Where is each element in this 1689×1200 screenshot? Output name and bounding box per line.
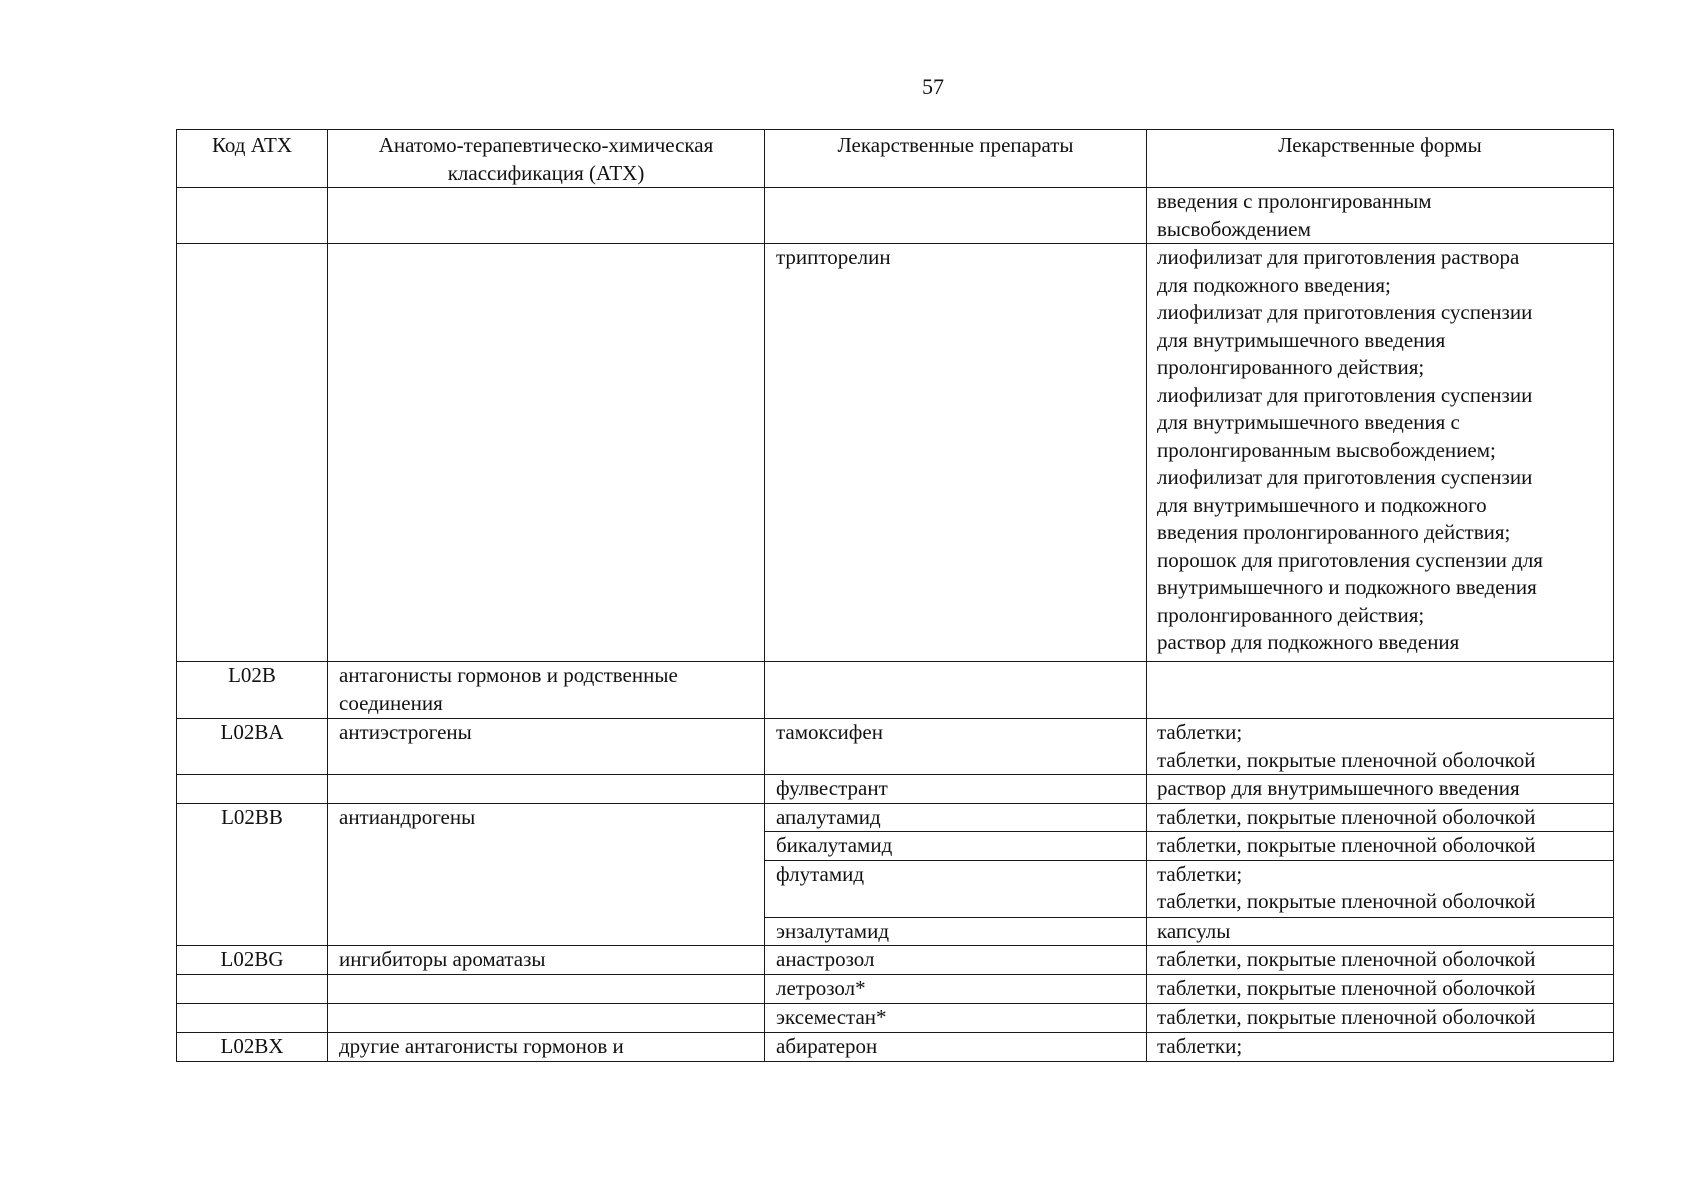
table-row: [177, 946, 1614, 975]
atx-code-cell: [177, 975, 328, 1004]
table-row: [177, 188, 1614, 244]
dosage-form-cell: [1147, 917, 1614, 946]
atx-code-cell: [177, 775, 328, 804]
classification-cell: ингибиторы ароматазы: [328, 946, 765, 975]
classification-cell: [328, 1004, 765, 1033]
atx-code-cell: [177, 244, 328, 662]
dosage-form-line: введения с пролонгированным: [1157, 189, 1432, 213]
dosage-form-line: таблетки;: [1157, 861, 1243, 886]
dosage-form-line: введения пролонгированного действия;: [1157, 520, 1511, 544]
dosage-form-cell: [1147, 244, 1614, 662]
dosage-form-line: внутримышечного и подкожного введения: [1157, 575, 1537, 599]
atx-code-cell: [177, 1004, 328, 1033]
classification-cell: антиандрогены: [328, 803, 765, 946]
table-row: [177, 1004, 1614, 1033]
atx-code-cell: [177, 188, 328, 244]
dosage-form-line: таблетки, покрытые пленочной оболочкой: [1157, 947, 1536, 971]
drug-cell: фулвестрант: [765, 775, 1147, 804]
table-row: [177, 244, 1614, 662]
dosage-form-cell: [1147, 1004, 1614, 1033]
dosage-form-line: лиофилизат для приготовления раствора: [1157, 245, 1520, 269]
dosage-form-cell: [1147, 975, 1614, 1004]
atx-code-cell: L02BA: [177, 719, 328, 775]
dosage-form-line: лиофилизат для приготовления суспензии: [1157, 300, 1533, 324]
dosage-form-line: для внутримышечного введения: [1157, 327, 1446, 352]
dosage-form-cell: [1147, 1032, 1614, 1061]
drug-cell: эксеместан*: [765, 1004, 1147, 1033]
classification-cell: [328, 188, 765, 244]
atx-code-cell: L02BG: [177, 946, 328, 975]
dosage-form-cell: [1147, 719, 1614, 775]
table-header-row: [177, 130, 1614, 188]
header-atx-classification: Анатомо-терапевтическо-химическая классификация (АТХ): [328, 130, 765, 188]
drug-cell: [765, 662, 1147, 719]
classification-cell: [328, 775, 765, 804]
classification-cell: антагонисты гормонов и родственные соединения: [328, 662, 765, 719]
drug-cell: анастрозол: [765, 946, 1147, 975]
drug-cell: летрозол*: [765, 975, 1147, 1004]
atx-medicines-table: [176, 129, 1614, 1062]
dosage-form-cell: [1147, 188, 1614, 244]
dosage-form-line: таблетки;: [1157, 720, 1243, 744]
atx-code-cell: L02BX: [177, 1032, 328, 1061]
drug-cell: тамоксифен: [765, 719, 1147, 775]
drug-cell: трипторелин: [765, 244, 1147, 662]
dosage-form-cell: [1147, 775, 1614, 804]
drug-cell: энзалутамид: [765, 917, 1147, 946]
dosage-form-line: порошок для приготовления суспензии для: [1157, 547, 1543, 572]
dosage-form-line: таблетки, покрытые пленочной оболочкой: [1157, 976, 1536, 1000]
dosage-form-line: пролонгированного действия;: [1157, 602, 1425, 627]
dosage-form-line: лиофилизат для приготовления суспензии: [1157, 382, 1533, 407]
dosage-form-line: пролонгированным высвобождением;: [1157, 437, 1496, 462]
drug-cell: бикалутамид: [765, 832, 1147, 861]
table-row: [177, 975, 1614, 1004]
table-row: [177, 775, 1614, 804]
table-row: [177, 1032, 1614, 1061]
table-row: [177, 662, 1614, 719]
dosage-form-line: высвобождением: [1157, 216, 1311, 241]
dosage-form-line: таблетки, покрытые пленочной оболочкой: [1157, 747, 1536, 772]
dosage-form-line: раствор для внутримышечного введения: [1157, 776, 1520, 800]
dosage-form-line: таблетки, покрытые пленочной оболочкой: [1157, 1005, 1536, 1029]
classification-cell: [328, 975, 765, 1004]
dosage-form-cell: [1147, 946, 1614, 975]
header-atx-code: Код АТХ: [177, 130, 328, 188]
header-medicines: Лекарственные препараты: [765, 130, 1147, 188]
dosage-form-cell: [1147, 662, 1614, 719]
dosage-form-cell: [1147, 832, 1614, 861]
table-row: [177, 803, 1614, 832]
dosage-form-line: капсулы: [1157, 918, 1231, 943]
dosage-form-line: таблетки, покрытые пленочной оболочкой: [1157, 804, 1536, 829]
drug-cell: абиратерон: [765, 1032, 1147, 1061]
dosage-form-cell: [1147, 803, 1614, 832]
dosage-form-line: для внутримышечного введения с: [1157, 410, 1460, 434]
page-number: 57: [922, 74, 944, 99]
dosage-form-line: для подкожного введения;: [1157, 272, 1391, 297]
atx-code-cell: L02B: [177, 662, 328, 719]
dosage-form-cell: [1147, 860, 1614, 917]
dosage-form-line: для внутримышечного и подкожного: [1157, 492, 1487, 517]
dosage-form-line: лиофилизат для приготовления суспензии: [1157, 465, 1533, 489]
dosage-form-line: таблетки, покрытые пленочной оболочкой: [1157, 889, 1536, 913]
dosage-form-line: таблетки, покрытые пленочной оболочкой: [1157, 833, 1536, 857]
table-row: [177, 719, 1614, 775]
dosage-form-line: пролонгированного действия;: [1157, 355, 1425, 379]
drug-cell: [765, 188, 1147, 244]
drug-cell: флутамид: [765, 860, 1147, 917]
atx-code-cell: L02BB: [177, 803, 328, 946]
dosage-form-line: раствор для подкожного введения: [1157, 630, 1460, 654]
classification-cell: другие антагонисты гормонов и: [328, 1032, 765, 1061]
classification-cell: антиэстрогены: [328, 719, 765, 775]
header-dosage-forms: Лекарственные формы: [1147, 130, 1614, 188]
drug-cell: апалутамид: [765, 803, 1147, 832]
classification-cell: [328, 244, 765, 662]
dosage-form-line: таблетки;: [1157, 1033, 1243, 1058]
